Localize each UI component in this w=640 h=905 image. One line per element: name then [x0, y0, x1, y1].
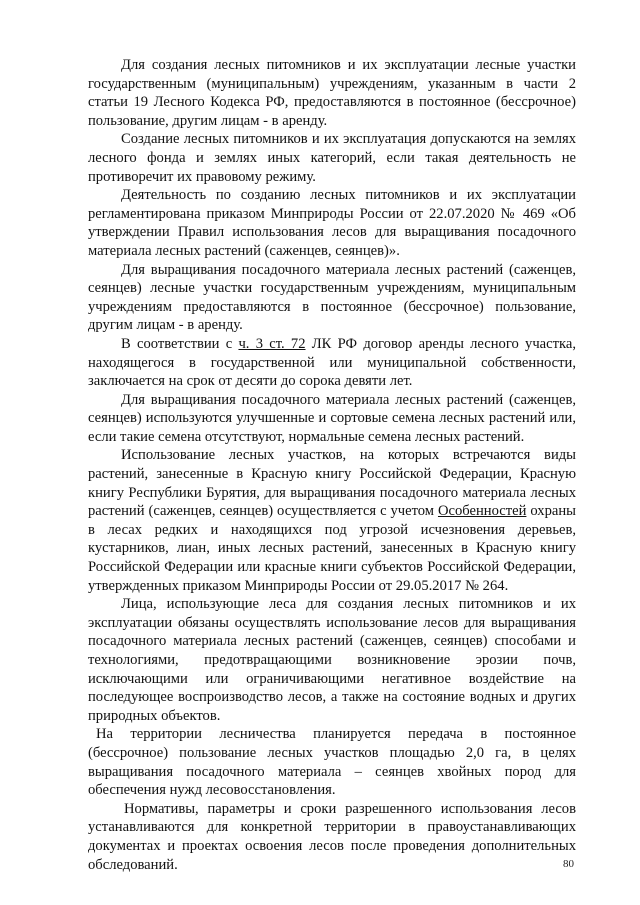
paragraph-lease-term	[88, 335, 576, 391]
page-number: 80	[563, 858, 574, 870]
paragraph-red-book-after: охраны в лесах редких и находящихся под угрозой исчезновения деревьев, кустарников, лиан, иных лесных растений, занесенных в Красную книгу Российской Федерации или красные книги субъектов Российской Федерации, утвержденных приказом Минприроды России от 29.05.2017 № 264.	[88, 503, 576, 594]
paragraph-seeds: Для выращивания посадочного материала лесных растений (саженцев, сеянцев) используются улучшенные и сортовые семена лесных растений или, если такие семена отсутствуют, нормальные семена лесных растений.	[88, 391, 576, 445]
paragraph-planting-material: Для выращивания посадочного материала лесных растений (саженцев, сеянцев) лесные участки государственным учреждениям, муниципальным учреждениям предоставляются в постоянное (бессрочное) пользование, другим лицам - в аренду.	[88, 261, 576, 334]
paragraph-lease-term-before: В соответствии с	[121, 335, 239, 352]
paragraph-regulation: Деятельность по созданию лесных питомников и их эксплуатации регламентирована приказом Минприроды России от 22.07.2020 № 469 «Об утверждении Правил использования лесов для выращивания посадочного материала лесных растений (саженцев, сеянцев)».	[88, 187, 576, 259]
paragraph-red-book	[88, 446, 576, 595]
paragraph-red-book-before: Использование лесных участков, на которых встречаются виды растений, занесенные в Красную книгу Российской Федерации, Красную книгу Республики Бурятия, для выращивания посадочного материала лесных растений (саженцев, сеянцев) осуществляется с учетом	[88, 447, 576, 520]
body-text	[88, 56, 576, 874]
paragraph-lease-term-after: ЛК РФ договор аренды лесного участка, находящегося в государственной или муниципальной собственности, заключается на срок от десяти до сорока девяти лет.	[88, 335, 576, 390]
paragraph-forestry-plan: На территории лесничества планируется передача в постоянное (бессрочное) пользование лесных участков площадью 2,0 га, в целях выращивания посадочного материала – сеянцев хвойных пород для обеспечения нужд лесовосстановления.	[88, 726, 576, 799]
paragraph-nurseries-lands: Создание лесных питомников и их эксплуатация допускаются на землях лесного фонда и землях иных категорий, если такая деятельность не противоречит их правовому режиму.	[88, 131, 576, 185]
features-link[interactable]: Особенностей	[437, 503, 527, 520]
paragraph-obligations: Лица, использующие леса для создания лесных питомников и их эксплуатации обязаны осуществлять использование лесов для выращивания посадочного материала лесных растений (саженцев, сеянцев) способами и технологиями, предотвращающими возникновение эрозии почв, исключающими или ограничивающими негативное воздействие на последующее воспроизводство лесов, а также на состояние водных и других природных объектов.	[88, 596, 576, 724]
paragraph-nurseries-lease: Для создания лесных питомников и их эксплуатации лесные участки государственным (муниципальным) учреждениям, указанным в части 2 статьи 19 Лесного Кодекса РФ, предоставляются в постоянное (бессрочное) пользование, другим лицам - в аренду.	[88, 57, 576, 129]
article-link[interactable]: ч. 3 ст. 72	[238, 335, 306, 352]
paragraph-norms: Нормативы, параметры и сроки разрешенного использования лесов устанавливаются для конкретной территории в правоустанавливающих документах и проектах освоения лесов после проведения дополнительных обследований.	[88, 800, 576, 873]
